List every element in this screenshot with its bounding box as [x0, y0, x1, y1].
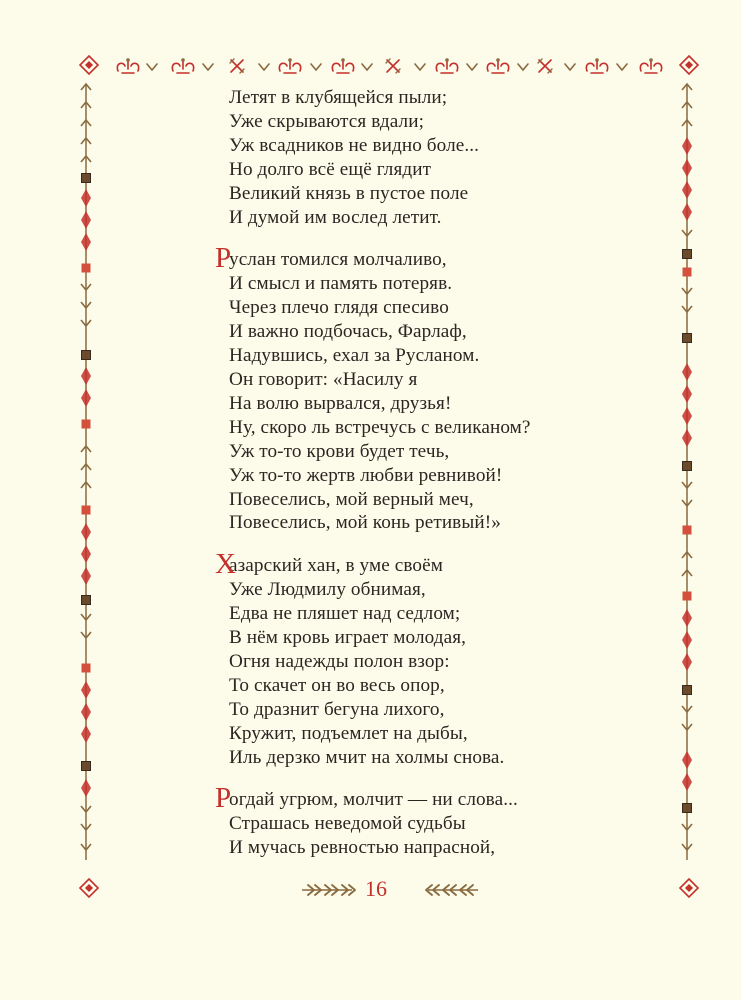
verse-line: Огня надежды полон взор: — [229, 650, 450, 672]
verse-line: Иль дерзко мчит на холмы снова. — [229, 746, 505, 768]
verse-line: Надувшись, ехал за Русланом. — [229, 345, 480, 367]
verse-line: Ну, скоро ль встречусь с великаном? — [229, 416, 531, 438]
verse-line: Повеселись, мой конь ретивый!» — [229, 512, 501, 534]
verse-line: Но долго всё ещё глядит — [229, 158, 432, 180]
right-border-column — [682, 84, 692, 860]
verse-line: То дразнит бегуна лихого, — [229, 698, 445, 720]
verse-line: Уж то-то крови будет течь, — [229, 440, 450, 462]
verse-line-rest: услан томился молчаливо, — [229, 249, 447, 271]
stanza-3 — [215, 548, 629, 769]
verse-line: Уж всадников не видно боле... — [229, 134, 480, 156]
verse-line-first — [215, 548, 629, 581]
bottom-left-ornament — [302, 885, 355, 895]
drop-cap-initial: Х — [215, 548, 237, 581]
verse-line: И смысл и память потеряв. — [229, 273, 453, 295]
stanza-1 — [229, 86, 629, 229]
verse-line-first — [215, 242, 629, 275]
page-number: 16 — [365, 876, 387, 901]
verse-line: Уж то-то жертв любви ревнивой! — [229, 464, 503, 486]
verse-line: И думой им вослед летит. — [229, 206, 442, 228]
verse-line: Уже скрываются вдали; — [229, 110, 425, 132]
verse-line: Через плечо глядя спесиво — [229, 297, 449, 319]
verse-line: На волю вырвался, друзья! — [229, 392, 452, 414]
verse-line: Великий князь в пустое поле — [229, 182, 469, 204]
verse-line: Он говорит: «Насилу я — [229, 368, 418, 390]
bottom-right-ornament — [426, 885, 478, 895]
verse-line: Летят в клубящейся пыли; — [229, 87, 448, 108]
verse-line-rest: азарский хан, в уме своём — [229, 555, 443, 577]
verse-line-first — [215, 782, 629, 815]
verse-line: Едва не пляшет над седлом; — [229, 603, 461, 625]
left-border-column — [81, 84, 91, 860]
verse-line-rest: огдай угрюм, молчит — ни слова... — [229, 789, 518, 811]
verse-line: То скачет он во весь опор, — [229, 674, 445, 696]
poem-text — [215, 86, 629, 860]
verse-line: Повеселись, мой верный меч, — [229, 488, 474, 510]
stanza-4 — [215, 782, 629, 860]
drop-cap-initial: Р — [215, 242, 232, 275]
verse-line: В нём кровь играет молодая, — [229, 627, 467, 649]
verse-line: И мучась ревностью напрасной, — [229, 837, 496, 859]
top-frieze — [117, 58, 661, 73]
stanza-2 — [215, 242, 629, 535]
verse-line: Страшась неведомой судьбы — [229, 813, 466, 835]
verse-line: И важно подбочась, Фарлаф, — [229, 321, 467, 343]
verse-line: Кружит, подъемлет на дыбы, — [229, 722, 468, 744]
verse-line: Уже Людмилу обнимая, — [229, 579, 426, 601]
drop-cap-initial: Р — [215, 782, 232, 815]
